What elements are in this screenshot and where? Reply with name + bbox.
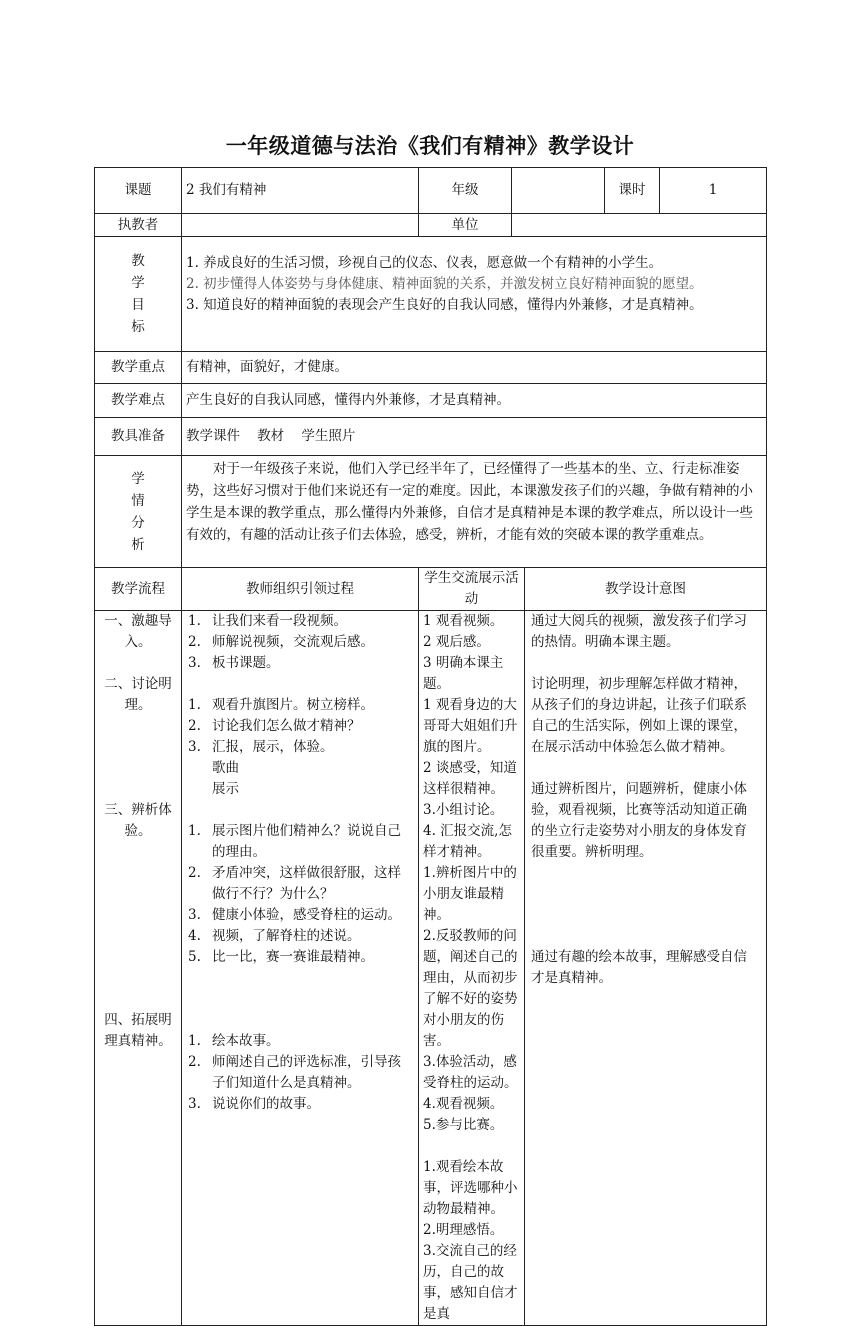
materials-value: 教学课件 教材 学生照片 bbox=[182, 418, 767, 456]
student-line: 2 观后感。 bbox=[423, 634, 490, 650]
student-line: 3 明确本课主题。 bbox=[423, 655, 504, 692]
student-line: 2 谈感受，知道这样很精神。 bbox=[423, 760, 517, 797]
key-point-label: 教学重点 bbox=[95, 352, 182, 384]
list-item: 1. 让我们来看一段视频。 bbox=[188, 613, 347, 629]
intent-paragraph: 通过辨析图片，问题辨析，健康小体验，观看视频，比赛等活动知道正确的坐立行走姿势对小朋友的身体发育很重要。辨析明理。 bbox=[531, 781, 748, 860]
process-header-intent: 教学设计意图 bbox=[525, 568, 767, 611]
teacher-value bbox=[182, 214, 419, 237]
student-line: 4. 汇报交流,怎样才精神。 bbox=[423, 823, 512, 860]
topic-value: 2 我们有精神 bbox=[182, 168, 419, 214]
list-item: 5. 比一比，赛一赛谁最精神。 bbox=[188, 949, 374, 965]
list-item: 2. 师解说视频，交流观后感。 bbox=[188, 634, 374, 650]
unit-value bbox=[512, 214, 767, 237]
difficulty-value: 产生良好的自我认同感，懂得内外兼修，才是真精神。 bbox=[182, 384, 767, 418]
student-line: 1.辨析图片中的小朋友谁最精神。 bbox=[423, 865, 517, 923]
list-item: 2. 讨论我们怎么做才精神？ bbox=[188, 718, 361, 734]
grade-value bbox=[512, 168, 605, 214]
teacher-list-stage-3 bbox=[184, 821, 412, 968]
process-header-student: 学生交流展示活动 bbox=[419, 568, 525, 611]
period-value: 1 bbox=[660, 168, 767, 214]
student-line: 3.交流自己的经历，自己的故事，感知自信才是真 bbox=[423, 1243, 518, 1322]
intent-paragraph: 讨论明理，初步理解怎样做才精神，从孩子们的身边讲起，让孩子们联系自己的生活实际，例如上课的课堂，在展示活动中体验怎么做才精神。 bbox=[531, 676, 748, 755]
stage-2: 二、讨论明 理。 bbox=[104, 676, 172, 713]
key-point-value: 有精神，面貌好，才健康。 bbox=[182, 352, 767, 384]
lesson-plan-table bbox=[94, 167, 767, 1326]
difficulty-label: 教学难点 bbox=[95, 384, 182, 418]
stage-3: 三、辨析体 验。 bbox=[104, 802, 172, 839]
analysis-text: 对于一年级孩子来说，他们入学已经半年了，已经懂得了一些基本的坐、立、行走标准姿势，这些好习惯对于他们来说还有一定的难度。因此，本课激发孩子们的兴趣，争做有精神的小学生是本课的教学重点，那么懂得内外兼修，自信才是真精神是本课的教学难点，所以设计一些有效的，有趣的活动让孩子们去体验，感受，辨析，才能有效的突破本课的教学重难点。 bbox=[182, 456, 767, 568]
list-item: 2. 师阐述自己的评选标准，引导孩子们知道什么是真精神。 bbox=[188, 1054, 401, 1091]
teacher-label: 执教者 bbox=[95, 214, 182, 237]
student-line: 2.反驳教师的问题，阐述自己的理由，从而初步了解不好的姿势对小朋友的伤害。 bbox=[423, 928, 518, 1049]
process-header-teacher: 教师组织引领过程 bbox=[182, 568, 419, 611]
list-item: 4. 视频，了解脊柱的述说。 bbox=[188, 928, 361, 944]
teacher-list-stage-1 bbox=[184, 611, 412, 674]
page-title: 一年级道德与法治《我们有精神》教学设计 bbox=[225, 134, 635, 158]
period-label: 课时 bbox=[605, 168, 660, 214]
list-item: 1. 展示图片他们精神么？说说自己的理由。 bbox=[188, 823, 401, 860]
list-item: 1. 观看升旗图片。树立榜样。 bbox=[188, 697, 374, 713]
student-line: 3.小组讨论。 bbox=[423, 802, 504, 818]
analysis-label: 学 情 分 析 bbox=[95, 456, 182, 568]
design-intent bbox=[525, 611, 767, 1326]
goals-label: 教 学 目 标 bbox=[95, 237, 182, 352]
list-item: 3. 说说你们的故事。 bbox=[188, 1096, 320, 1112]
student-line: 2.明理感悟。 bbox=[423, 1222, 504, 1238]
stage-1: 一、激趣导 入。 bbox=[104, 613, 172, 650]
unit-label: 单位 bbox=[419, 214, 512, 237]
teacher-process bbox=[182, 611, 419, 1326]
intent-paragraph: 通过大阅兵的视频，激发孩子们学习的热情。明确本课主题。 bbox=[531, 613, 748, 650]
goal-item: 3. 知道良好的精神面貌的表现会产生良好的自我认同感，懂得内外兼修，才是真精神。 bbox=[186, 297, 703, 313]
process-stages bbox=[95, 611, 182, 1326]
student-line: 3.体验活动，感受脊柱的运动。 bbox=[423, 1054, 518, 1091]
student-line: 1 观看视频。 bbox=[423, 613, 504, 629]
goal-item: 2. 初步懂得人体姿势与身体健康、精神面貌的关系，并激发树立良好精神面貌的愿望。 bbox=[186, 276, 703, 292]
list-item: 2. 矛盾冲突，这样做很舒服，这样做行不行？为什么？ bbox=[188, 865, 401, 902]
materials-label: 教具准备 bbox=[95, 418, 182, 456]
student-line: 1.观看绘本故事，评选哪种小动物最精神。 bbox=[423, 1159, 518, 1217]
teacher-extra-show: 展示 bbox=[212, 781, 239, 797]
student-activities bbox=[419, 611, 525, 1326]
process-header-flow: 教学流程 bbox=[95, 568, 182, 611]
goal-item: 1. 养成良好的生活习惯，珍视自己的仪态、仪表，愿意做一个有精神的小学生。 bbox=[186, 255, 663, 271]
topic-label: 课题 bbox=[95, 168, 182, 214]
student-line: 5.参与比赛。 bbox=[423, 1117, 504, 1133]
list-item: 3. 板书课题。 bbox=[188, 655, 280, 671]
grade-label: 年级 bbox=[419, 168, 512, 214]
intent-paragraph: 通过有趣的绘本故事，理解感受自信才是真精神。 bbox=[531, 949, 748, 986]
list-item: 3. 健康小体验，感受脊柱的运动。 bbox=[188, 907, 401, 923]
student-line: 1 观看身边的大哥哥大姐姐们升旗的图片。 bbox=[423, 697, 518, 755]
list-item: 3. 汇报，展示，体验。 bbox=[188, 739, 334, 755]
student-line: 4.观看视频。 bbox=[423, 1096, 504, 1112]
stage-4: 四、拓展明 理真精神。 bbox=[104, 1012, 172, 1049]
goals-content bbox=[182, 237, 767, 352]
list-item: 1. 绘本故事。 bbox=[188, 1033, 280, 1049]
teacher-extra-song: 歌曲 bbox=[212, 760, 239, 776]
teacher-list-stage-4 bbox=[184, 1031, 412, 1115]
teacher-list-stage-2 bbox=[184, 695, 412, 758]
